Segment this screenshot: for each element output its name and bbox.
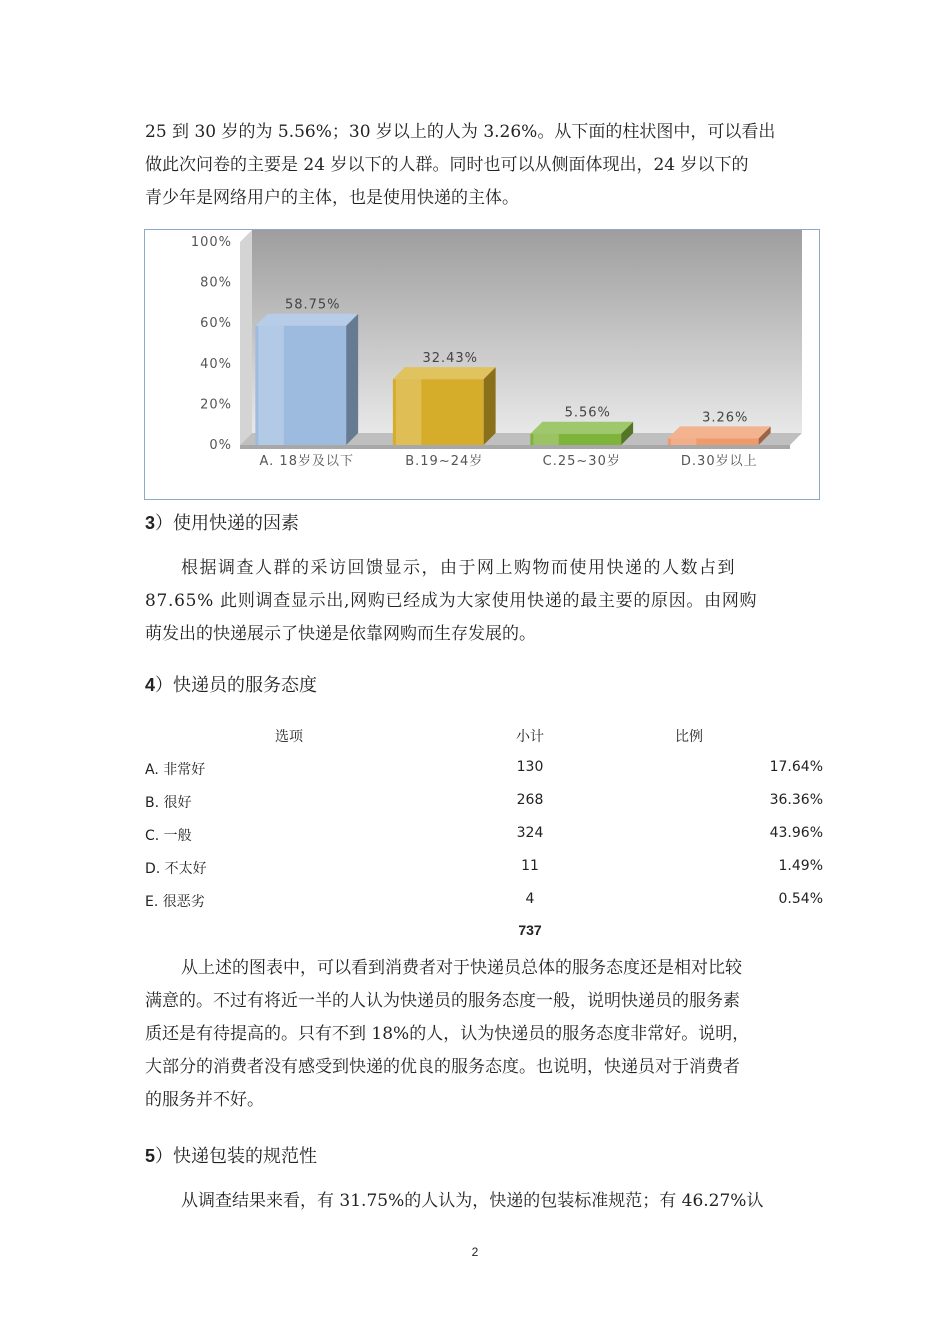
intro-paragraph (145, 116, 815, 215)
text-line: 87.65% 此则调查显示出,网购已经成为大家使用快递的最主要的原因。由网购 (145, 591, 758, 611)
header-ratio: 比例 (675, 729, 703, 745)
heading-text: ）快递包装的规范性 (155, 1146, 318, 1167)
bar-top (255, 314, 358, 326)
text-line: 青少年是网络用户的主体，也是使用快递的主体。 (145, 188, 519, 208)
cell-ratio: 17.64% (769, 759, 823, 775)
text-line: 大部分的消费者没有感受到快递的优良的服务态度。也说明，快递员对于消费者 (145, 1057, 740, 1077)
bar-value-label: 3.26% (702, 410, 749, 426)
section-4-heading (145, 672, 317, 699)
y-tick-label: 80% (200, 275, 232, 291)
cell-option: C. 一般 (145, 828, 192, 844)
bar-highlight (396, 379, 421, 445)
cell-count: 11 (521, 858, 539, 874)
section-3-heading (145, 510, 299, 537)
section-5-heading (145, 1143, 317, 1170)
cell-option: E. 很恶劣 (145, 894, 205, 910)
bar-top (668, 426, 771, 438)
bar-value-label: 5.56% (564, 405, 611, 421)
table-row (145, 883, 825, 916)
bar-value-label: 58.75% (284, 297, 341, 313)
y-tick-label: 20% (200, 397, 232, 413)
x-tick-label: C.25~30岁 (542, 454, 621, 469)
age-bar-chart (144, 229, 820, 500)
bar-side (346, 314, 358, 445)
bar-top (530, 422, 633, 434)
cell-ratio: 36.36% (769, 792, 823, 808)
text-line: 从调查结果来看，有 31.75%的人认为，快递的包装标准规范；有 46.27%认 (181, 1191, 764, 1211)
bar-highlight (258, 326, 283, 445)
x-tick-label: B.19~24岁 (405, 454, 484, 469)
section-3-paragraph (145, 552, 815, 651)
heading-text: ）使用快递的因素 (155, 513, 300, 534)
cell-count: 324 (516, 825, 544, 841)
x-tick-label: A. 18岁及以下 (259, 454, 354, 469)
text-line: 质还是有待提高的。只有不到 18%的人，认为快递员的服务态度非常好。说明， (145, 1024, 750, 1044)
header-subtotal: 小计 (516, 729, 544, 745)
heading-number: 4 (145, 675, 156, 695)
cell-count: 4 (525, 891, 535, 907)
page-number: 2 (471, 1245, 479, 1259)
text-line: 萌发出的快递展示了快递是依靠网购而生存发展的。 (145, 624, 536, 644)
service-attitude-table (145, 718, 825, 916)
bar-side (484, 367, 496, 445)
text-line: 25 到 30 岁的为 5.56%；30 岁以上的人为 3.26%。从下面的柱状图中，可以看出 (145, 122, 776, 142)
cell-option: A. 非常好 (145, 762, 206, 778)
cell-ratio: 43.96% (769, 825, 823, 841)
cell-option: B. 很好 (145, 795, 192, 811)
bar-top (393, 367, 496, 379)
header-option: 选项 (275, 729, 303, 745)
text-line: 从上述的图表中，可以看到消费者对于快递员总体的服务态度还是相对比较 (181, 958, 742, 978)
section-5-paragraph (145, 1185, 815, 1218)
table-row (145, 817, 825, 850)
y-tick-label: 0% (209, 438, 232, 453)
text-line: 根据调查人群的采访回馈显示，由于网上购物而使用快递的人数占到 (181, 558, 736, 578)
table-row (145, 751, 825, 784)
heading-text: ）快递员的服务态度 (155, 675, 318, 696)
y-tick-label: 100% (190, 235, 232, 250)
cell-option: D. 不太好 (145, 861, 207, 877)
bar-chart-svg (145, 230, 819, 499)
bar-highlight (533, 434, 558, 445)
heading-number: 3 (145, 513, 156, 533)
text-line: 满意的。不过有将近一半的人认为快递员的服务态度一般，说明快递员的服务素 (145, 991, 740, 1011)
cell-count: 130 (516, 759, 544, 775)
table-header-row (145, 718, 825, 751)
text-line: 做此次问卷的主要是 24 岁以下的人群。同时也可以从侧面体现出，24 岁以下的 (145, 155, 749, 175)
bar-highlight (671, 438, 696, 445)
heading-number: 5 (145, 1146, 156, 1166)
cell-ratio: 1.49% (778, 858, 823, 874)
cell-ratio: 0.54% (778, 891, 823, 907)
bar-value-label: 32.43% (422, 351, 479, 367)
table-row (145, 850, 825, 883)
cell-count: 268 (516, 792, 544, 808)
text-line: 的服务并不好。 (145, 1090, 264, 1110)
chart-side-wall (240, 230, 252, 445)
y-tick-label: 40% (200, 356, 232, 372)
section-4-paragraph (145, 952, 815, 1117)
table-total: 737 (518, 922, 542, 938)
y-tick-label: 60% (200, 316, 232, 332)
chart-floor-edge (240, 445, 790, 449)
table-row (145, 784, 825, 817)
x-tick-label: D.30岁以上 (680, 454, 758, 469)
